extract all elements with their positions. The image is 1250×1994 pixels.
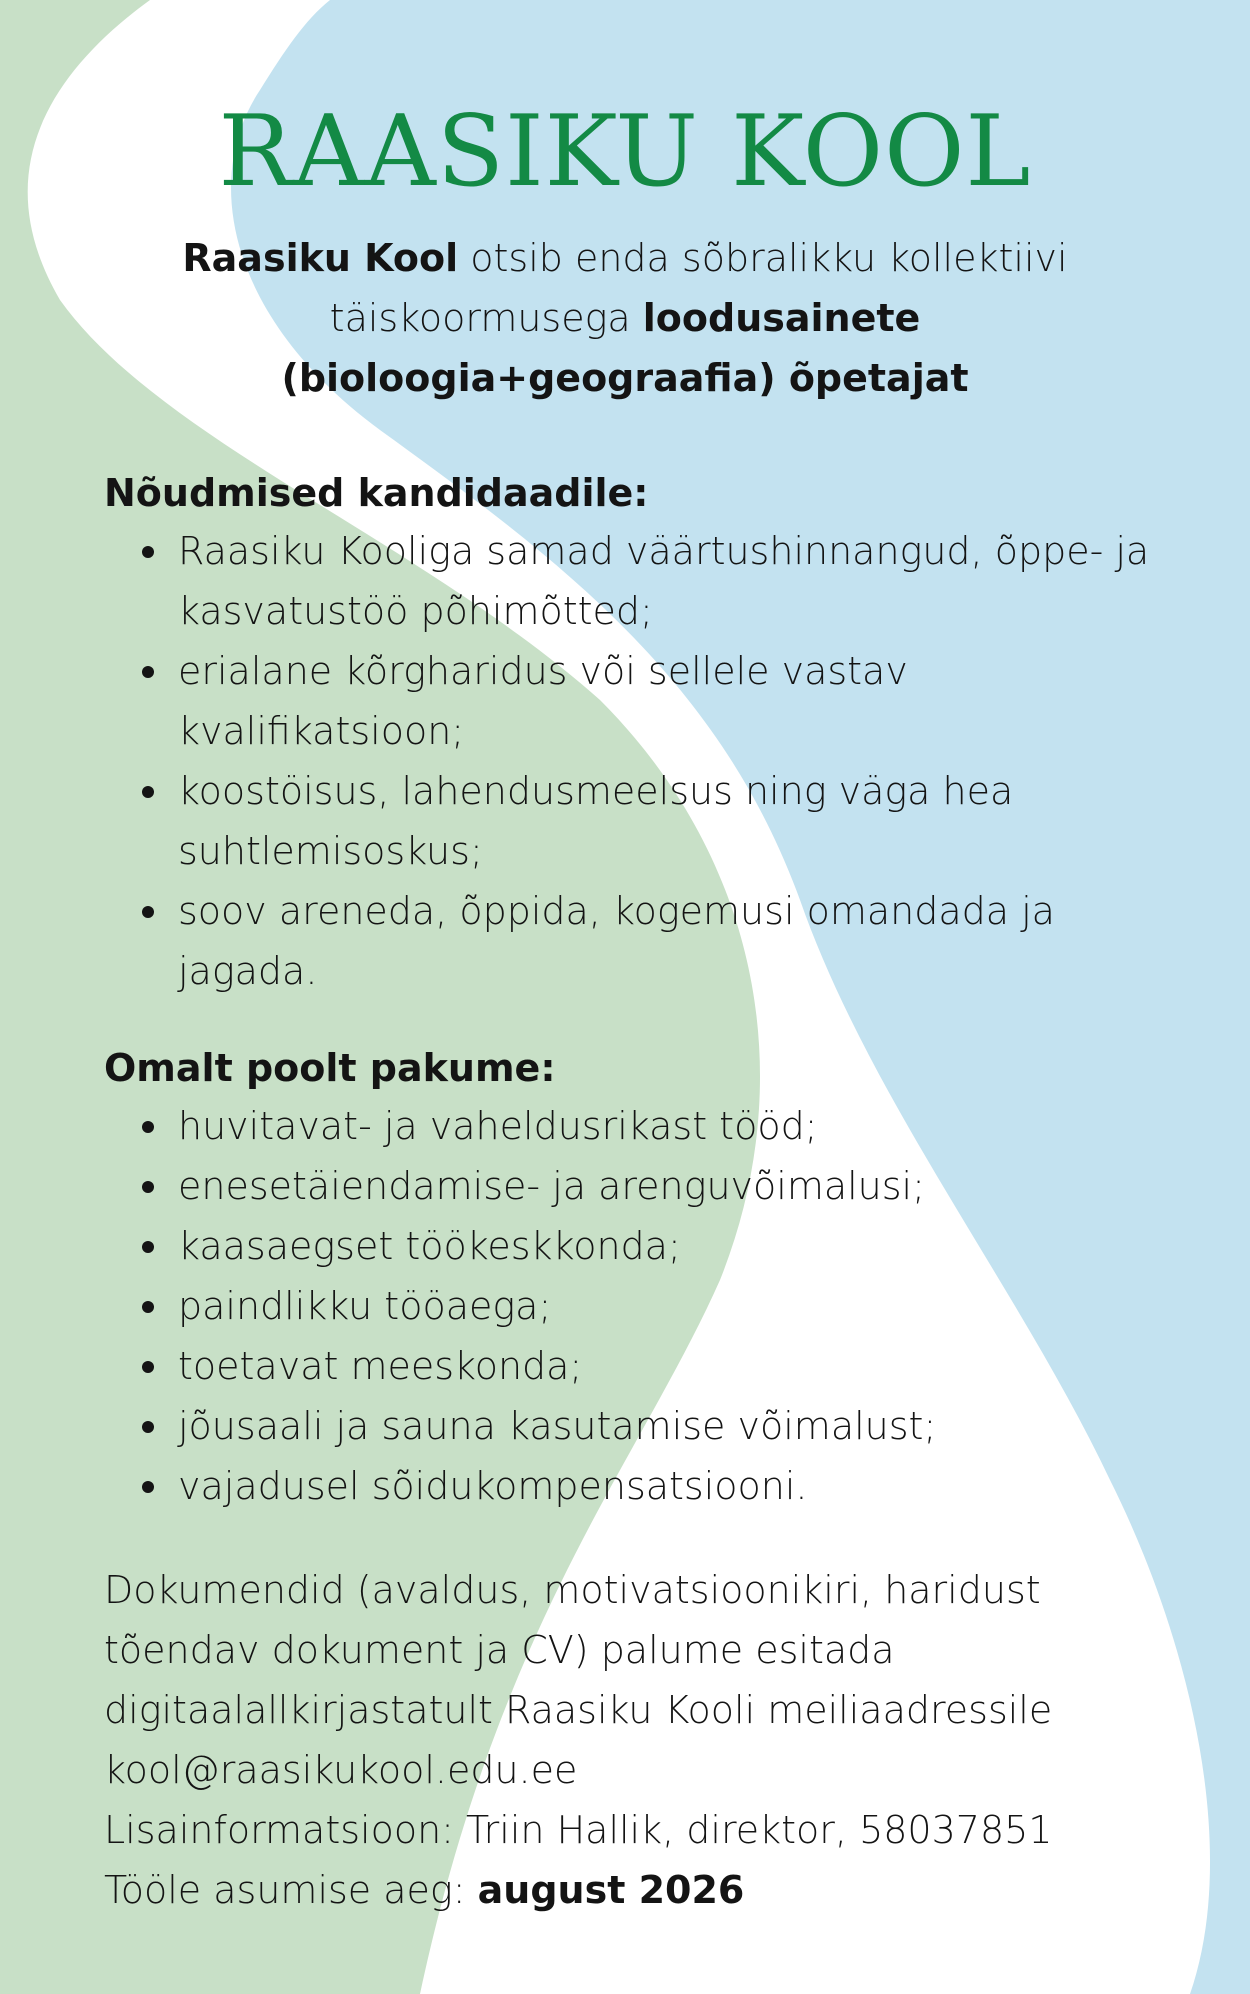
list-item: koostöisus, lahendusmeelsus ning väga hea suhtlemisoskus; (178, 761, 1164, 881)
list-item: jõusaali ja sauna kasutamise võimalust; (178, 1396, 1164, 1456)
offer-heading: Omalt poolt pakume: (104, 1046, 556, 1090)
intro-text: otsib enda sõbralikku kollektiivi täiskoormusega (329, 236, 1068, 340)
documents-text: Dokumendid (avaldus, motivatsioonikiri, haridust tõendav dokument ja CV) palume esitada digitaalallkirjastatult Raasiku Kooli meiliaadressile (104, 1568, 1053, 1732)
page-title: RAASIKU KOOL (218, 95, 1032, 209)
start-date (104, 1860, 1184, 1920)
list-item: soov areneda, õppida, kogemusi omandada ja jagada. (178, 881, 1164, 1001)
email-link[interactable]: kool@raasikukool.edu.ee (104, 1748, 578, 1792)
list-item: huvitavat- ja vaheldusrikast tööd; (178, 1096, 1164, 1156)
list-item: erialane kõrgharidus või sellele vastav kvalifikatsioon; (178, 641, 1164, 761)
start-date-value: august 2026 (477, 1868, 745, 1912)
application-info (104, 1560, 1184, 1920)
position-title: loodusainete (bioloogia+geograafia) õpetajat (281, 296, 969, 400)
requirements-section (104, 465, 1164, 1001)
requirements-list (104, 521, 1164, 1001)
contact-info: Lisainformatsioon: Triin Hallik, direktor, 58037851 (104, 1808, 1053, 1852)
intro-paragraph (150, 228, 1100, 408)
list-item: vajadusel sõidukompensatsiooni. (178, 1456, 1164, 1516)
list-item: kaasaegset töökeskkonda; (178, 1216, 1164, 1276)
list-item: paindlikku tööaega; (178, 1276, 1164, 1336)
list-item: toetavat meeskonda; (178, 1336, 1164, 1396)
offer-section (104, 1040, 1164, 1516)
start-date-label: Tööle asumise aeg: (104, 1868, 478, 1912)
list-item: Raasiku Kooliga samad väärtushinnangud, õppe- ja kasvatustöö põhimõtted; (178, 521, 1164, 641)
list-item: enesetäiendamise- ja arenguvõimalusi; (178, 1156, 1164, 1216)
offer-list (104, 1096, 1164, 1516)
requirements-heading: Nõudmised kandidaadile: (104, 471, 649, 515)
school-name: Raasiku Kool (182, 236, 459, 280)
